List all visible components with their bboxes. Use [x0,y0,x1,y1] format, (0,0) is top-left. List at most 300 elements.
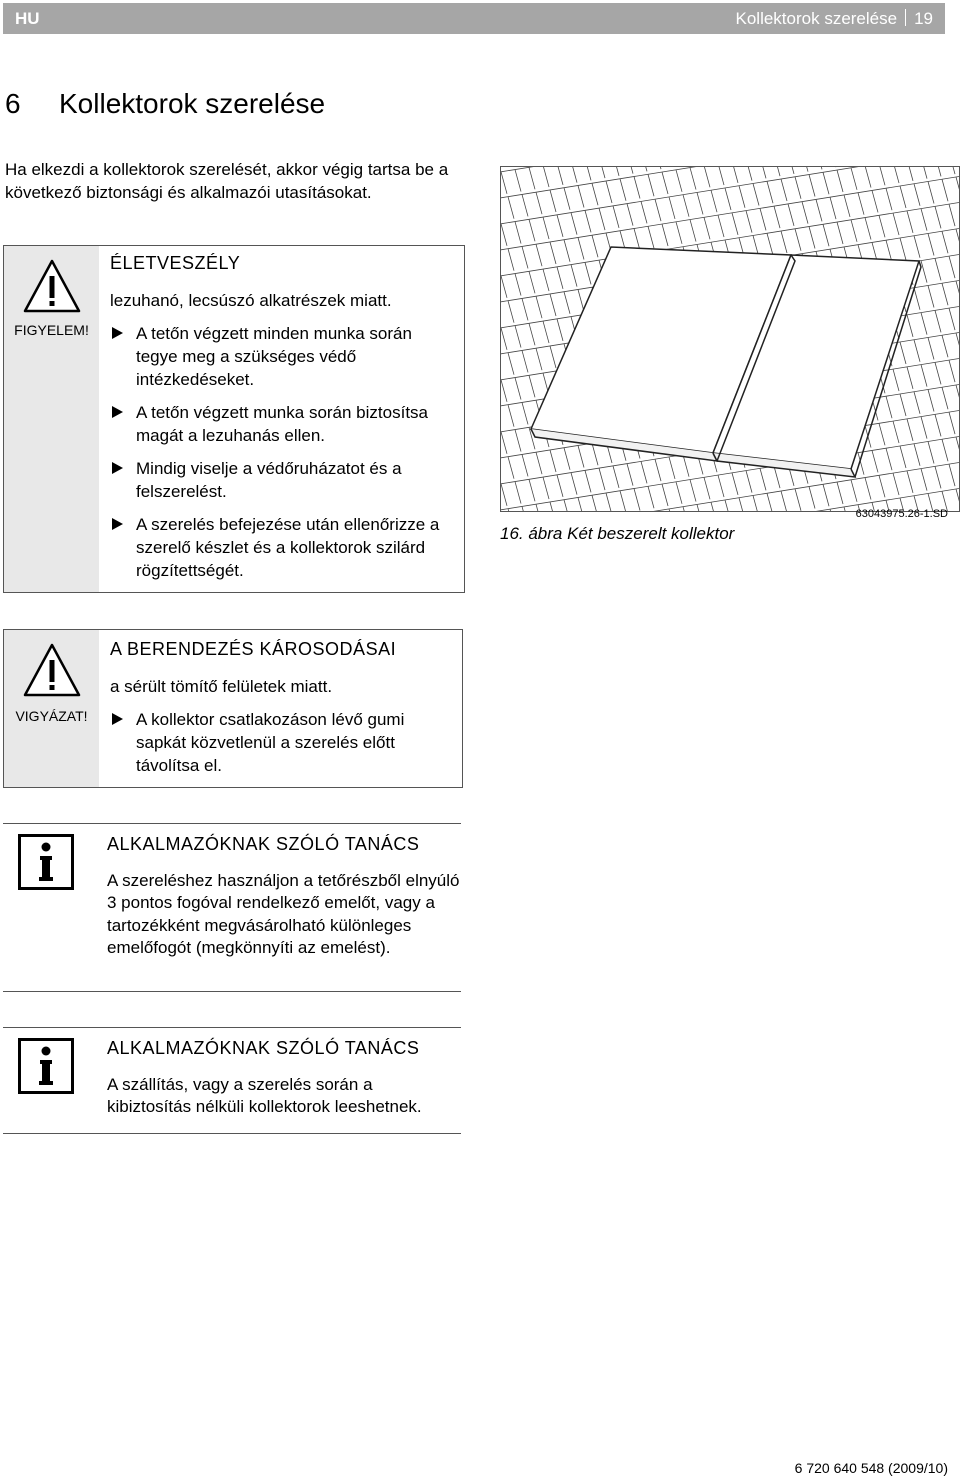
roof-tile [676,482,682,504]
roof-tile [879,167,885,185]
roof-tile [718,215,724,237]
roof-tile [802,202,808,224]
roof-tile [529,375,535,397]
roof-tile [620,179,626,201]
roof-tile [935,466,941,488]
roof-tile [515,482,521,504]
roof-tile [613,466,619,488]
roof-tile [914,340,920,362]
roof-tile [914,288,920,310]
roof-tile [914,392,920,414]
roof-tile [508,301,514,323]
roof-tile [886,396,892,418]
warning-title: A BERENDEZÉS KÁROSODÁSAI [110,639,397,659]
roof-tile [907,419,913,441]
roof-tile [795,489,801,511]
roof-tile [648,226,654,248]
roof-tile [522,350,528,372]
roof-tile [543,477,549,499]
figure-collectors-on-roof [500,166,960,512]
roof-tile [928,441,934,463]
warning-label: VIGYÁZAT! [15,708,88,724]
warning-triangle-icon [22,642,82,698]
roof-tile [921,261,927,283]
bullet-arrow-icon [112,713,123,725]
roof-tile [648,174,654,196]
warning-box-vigyazat [3,629,463,788]
roof-tile [571,265,577,287]
roof-tile [949,167,955,174]
tip-text: A szereléshez használjon a tetőrészből elnyúló 3 pontos fogóval rendelkező emelőt, vagy a tartozékként megvásárolható különleges emelőfogót (megkönnyíti az emelést). [107,870,460,957]
roof-tile [683,195,689,217]
roof-tile [921,365,927,387]
roof-tile [956,489,959,511]
roof-tile [529,479,535,501]
roof-tile [592,443,598,465]
roof-tile [592,183,598,205]
roof-tile [606,181,612,203]
roof-tile [865,167,871,188]
roof-tile [690,480,696,502]
bullet-arrow-icon [112,462,123,474]
roof-tile [872,190,878,212]
roof-tile [515,326,521,348]
roof-tile [802,167,808,172]
roof-tile [788,167,794,174]
roof-tile [900,446,906,468]
roof-tile [823,484,829,506]
roof-tile [662,224,668,246]
roof-tile [907,211,913,233]
bullet-arrow-icon [112,406,123,418]
roof-tile [879,475,885,497]
roof-tile [550,190,556,212]
roof-tile [704,167,710,187]
roof-tile [613,167,619,176]
roof-tile [585,210,591,232]
roof-tile [823,172,829,194]
roof-tile [550,242,556,264]
roof-tile [634,489,640,511]
roof-tile [550,502,556,511]
warning-title: ÉLETVESZÉLY [110,253,241,273]
roof-tile [515,430,521,452]
tip-box [3,823,461,992]
info-icon [18,834,74,890]
roof-tile [781,491,787,511]
warning-bullet: Mindig viselje a védőruházatot és a felszerelést. [110,457,458,503]
roof-tile [725,500,731,511]
roof-tile [872,450,878,472]
roof-tile [942,231,948,253]
roof-tile [641,167,647,171]
roof-tile [662,484,668,506]
roof-tile [774,206,780,228]
roof-tile [641,201,647,223]
roof-tile [718,475,724,497]
roof-tile [865,478,871,500]
roof-tile [697,504,703,511]
roof-tile [522,402,528,424]
roof-tile [592,495,598,511]
roof-tile [956,385,959,407]
roof-tile [851,220,857,242]
roof-tile [508,457,514,479]
roof-tile [816,167,822,169]
warning-box-figyelem [3,245,465,593]
roof-tile [522,454,528,476]
roof-tile [501,380,507,402]
roof-tile [949,412,955,434]
roof-tile [501,172,507,194]
roof-tile [627,464,633,486]
roof-tile [795,229,801,251]
figure-code: 63043975.26-1.SD [855,508,948,520]
roof-tile [564,448,570,470]
roof-tile [949,308,955,330]
roof-tile [529,167,535,189]
roof-tile [557,267,563,289]
roof-tile [501,328,507,350]
warning-triangle-icon [22,258,82,314]
roof-tile [655,199,661,221]
roof-tile [816,199,822,221]
roof-tile [837,170,843,192]
roof-tile [893,369,899,391]
roof-tile [536,192,542,214]
roof-tile [900,186,906,208]
roof-tile [921,417,927,439]
roof-tile [501,276,507,298]
roof-tile [942,283,948,305]
roof-tile [851,480,857,502]
roof-tile [522,506,528,511]
roof-tile [886,188,892,210]
roof-tile [634,229,640,251]
roof-tile-row [501,167,959,201]
roof-tile [760,468,766,490]
roof-tile [886,448,892,470]
roof-tile [858,193,864,215]
warning-subtitle: lezuhanó, lecsúszó alkatrészek miatt. [110,291,392,310]
tip-title: ALKALMAZÓKNAK SZÓLÓ TANÁCS [107,834,420,854]
roof-tile [648,486,654,508]
roof-tile [508,353,514,375]
roof-tile [550,294,556,316]
roof-tile [942,439,948,461]
roof-tile [935,414,941,436]
roof-tile [851,168,857,190]
roof-tile [907,167,913,181]
roof-tile [928,233,934,255]
roof-tile [683,455,689,477]
roof-tile [550,346,556,368]
chapter-heading [5,88,325,120]
roof-tile [753,495,759,511]
roof-tile [676,170,682,192]
tip-title: ALKALMAZÓKNAK SZÓLÓ TANÁCS [107,1038,420,1058]
roof-tile [613,206,619,228]
roof-tile [879,215,885,237]
roof-tile [746,471,752,493]
warning-label: FIGYELEM! [14,322,89,338]
roof-tile [564,188,570,210]
roof-tile [634,177,640,199]
roof-tile [529,271,535,293]
roof-tile [935,362,941,384]
roof-tile [655,167,661,169]
chapter-number: 6 [5,88,21,119]
roof-tile [893,473,899,495]
header-divider [905,9,906,26]
roof-tile [578,289,584,311]
roof-tile [578,185,584,207]
language-code: HU [15,9,40,28]
roof-tile [543,167,549,187]
roof-tile [774,466,780,488]
roof-tile [844,507,850,511]
roof-tile [536,452,542,474]
roof-tile [557,475,563,497]
roof-tile [536,244,542,266]
roof-tile [543,269,549,291]
tip-content [107,833,461,960]
roof-tile [550,450,556,472]
roof-tile [844,195,850,217]
bullet-arrow-icon [112,518,123,530]
roof-tile [949,204,955,226]
roof-tile [935,167,941,176]
roof-tile [522,194,528,216]
roof-tile [907,367,913,389]
roof-tile [746,211,752,233]
roof-tile [578,237,584,259]
roof-tile [662,172,668,194]
roof-tile [704,217,710,239]
page-number: 19 [914,9,933,28]
roof-tile [732,473,738,495]
roof-tile [536,296,542,318]
section-title: Kollektorok szerelése [735,9,898,28]
roof-tile [690,220,696,242]
roof-tile [564,240,570,262]
roof-tile [501,484,507,506]
roof-tile [837,482,843,504]
roof-tile [557,319,563,341]
roof-tile [529,219,535,241]
roof-tile [935,310,941,332]
roof-tile [704,477,710,499]
figure-caption: 16. ábra Két beszerelt kollektor [500,524,735,543]
roof-tile [914,184,920,206]
roof-tile [942,179,948,201]
roof-tile [921,167,927,179]
roof-tile [914,444,920,466]
roof-tile [767,493,773,511]
roof-tile [606,493,612,511]
roof-tile [907,471,913,493]
roof-tile [690,168,696,190]
roof-tile [914,236,920,258]
roof-tile [893,167,899,183]
roof-tile [564,500,570,511]
roof-tile [627,167,633,174]
roof-tile [508,405,514,427]
roof-tile [900,394,906,416]
roof-tile [809,487,815,509]
roof-tile [774,167,780,176]
roof-tile [508,249,514,271]
roof-tile [571,473,577,495]
roof-tile [753,183,759,205]
roof-tile [956,333,959,355]
roof-tile [739,186,745,208]
roof-tile [501,432,507,454]
roof-tile [893,213,899,235]
roof-tile [669,197,675,219]
roof-tile [669,457,675,479]
roof-tile [893,421,899,443]
roof-tile [522,298,528,320]
roof-tile [788,204,794,226]
roof-tile [515,170,521,192]
roof-tile [935,206,941,228]
roof-tile [557,167,563,185]
roof-tile [655,459,661,481]
roof-tile [928,389,934,411]
roof-tile [585,470,591,492]
roof-tile [942,387,948,409]
roof-tile [578,497,584,511]
chapter-title: Kollektorok szerelése [59,88,326,119]
warning-content [110,638,456,777]
roof-tile [928,285,934,307]
roof-tile [683,507,689,511]
roof-tile [837,222,843,244]
roof-tile [536,504,542,511]
roof-tile [515,222,521,244]
roof-tile [501,224,507,246]
roof-tile [557,215,563,237]
roof-tile [697,192,703,214]
page-header [3,3,945,34]
roof-tile-row [501,167,959,175]
warning-content [110,252,458,582]
roof-tile [928,337,934,359]
roof-tile [578,445,584,467]
roof-tile [543,217,549,239]
roof-tile [879,423,885,445]
roof-tile [564,292,570,314]
roof-tile [795,177,801,199]
bullet-arrow-icon [112,327,123,339]
roof-tile [956,229,959,251]
warning-bullet: A szerelés befejezése után ellenőrizze a szerelő készlet és a kollektorok szilárd rögzítettségét. [110,513,458,582]
roof-tile [599,468,605,490]
roof-tile [515,378,521,400]
roof-tile [592,235,598,257]
roof-tile [711,502,717,511]
roof-tile [823,224,829,246]
roof-tile [956,177,959,199]
roof-tile [732,167,738,183]
warning-bullet: A tetőn végzett minden munka során tegye meg a szükséges védő intézkedéseket. [110,322,458,391]
collector-panels [531,247,921,477]
roof-tile [935,258,941,280]
tip-content [107,1037,461,1119]
roof-tile [599,167,605,178]
roof-tile [599,208,605,230]
roof-tile [830,509,836,511]
roof-tile [669,509,675,511]
roof-tile [543,321,549,343]
roof-tile [515,274,521,296]
roof-tile [676,222,682,244]
roof-tile [921,209,927,231]
roof-tile [956,437,959,459]
roof-tile [760,208,766,230]
info-icon [18,1038,74,1094]
roof-tile [725,188,731,210]
roof-tile [809,175,815,197]
roof-tile [585,262,591,284]
roof-tile [508,197,514,219]
roof-tile [949,360,955,382]
roof-tile [809,227,815,249]
header-right [736,9,934,29]
roof-tile-row [501,167,959,227]
tip-box [3,1027,461,1134]
roof-tile [585,167,591,180]
roof-tile [571,213,577,235]
warning-bullet: A kollektor csatlakozáson lévő gumi sapkát közvetlenül a szerelés előtt távolítsa el. [110,708,456,777]
roof-tile [830,197,836,219]
roof-tile [928,181,934,203]
roof-tile [767,233,773,255]
roof-tile [529,323,535,345]
warning-subtitle: a sérült tömítő felületek miatt. [110,677,333,696]
roof-tile [711,190,717,212]
roof-tile [921,469,927,491]
roof-tile [949,256,955,278]
roof-tile [949,464,955,486]
roof-tile [508,509,514,511]
roof-tile [571,167,577,183]
roof-tile [746,167,752,181]
roof-tile [732,213,738,235]
roof-tile [739,498,745,511]
roof-tile [781,231,787,253]
roof-tile [781,179,787,201]
roof-tile [921,313,927,335]
roof-tile [620,491,626,511]
roof-tile [522,246,528,268]
roof-tile [900,238,906,260]
document-code-footer: 6 720 640 548 (2009/10) [794,1460,948,1476]
roof-tile [718,167,724,185]
roof-tile [865,218,871,240]
roof-tile [907,315,913,337]
warning-bullet: A tetőn végzett munka során biztosítsa magát a lezuhanás ellen. [110,401,458,447]
roof-tile [760,167,766,178]
roof-tile [942,335,948,357]
tip-text: A szállítás, vagy a szerelés során a kibiztosítás nélküli kollektorok leeshetnek. [107,1074,422,1116]
roof-tile [627,204,633,226]
roof-tile [536,348,542,370]
intro-paragraph: Ha elkezdi a kollektorok szerelését, akkor végig tartsa be a következő biztonsági és alkalmazói utasításokat. [5,160,449,202]
roof-tile [641,461,647,483]
roof-tile [767,181,773,203]
